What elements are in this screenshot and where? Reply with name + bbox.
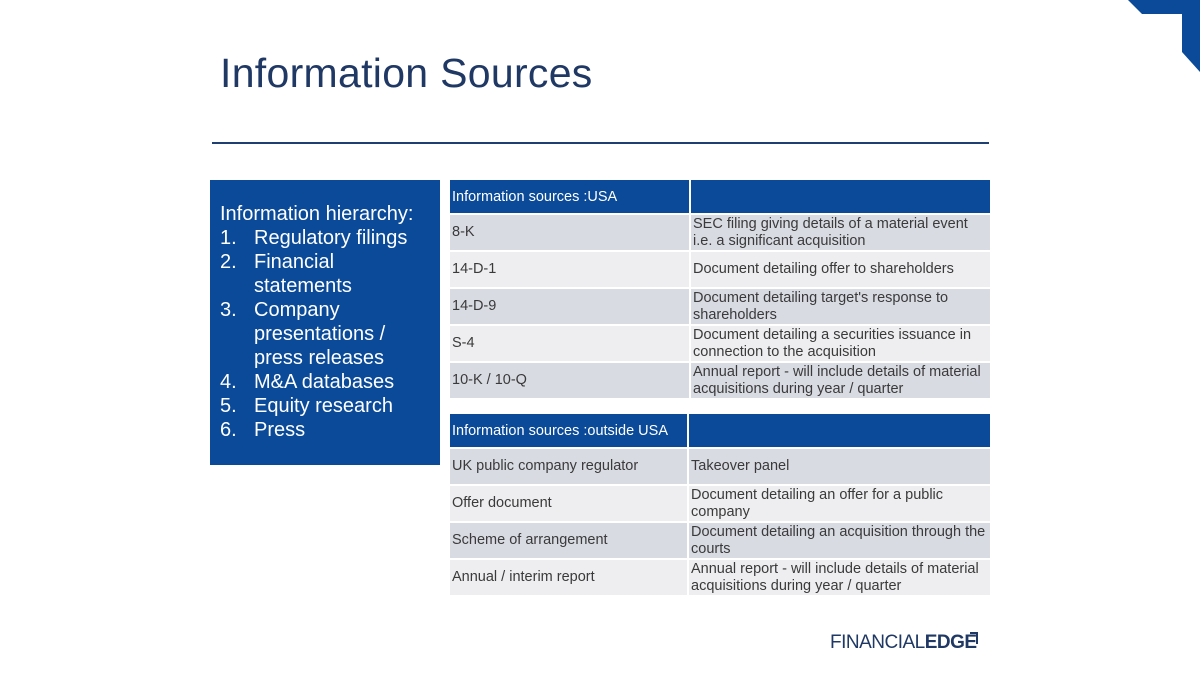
hierarchy-item	[220, 226, 434, 250]
hierarchy-item-number: 4.	[220, 371, 237, 393]
description-cell: Document detailing an acquisition through the courts	[687, 523, 990, 560]
outside-usa-sources-table	[450, 414, 990, 597]
hierarchy-item	[220, 370, 434, 394]
title-divider	[212, 142, 989, 144]
source-cell: S-4	[450, 326, 689, 363]
hierarchy-item-text: Financial statements	[254, 251, 352, 297]
table-row	[450, 486, 990, 523]
source-cell: Annual / interim report	[450, 560, 687, 597]
source-cell: 10-K / 10-Q	[450, 363, 689, 400]
description-cell: Takeover panel	[687, 449, 990, 486]
hierarchy-item-text: Regulatory filings	[254, 227, 408, 249]
table-row	[450, 560, 990, 597]
usa-sources-table	[450, 180, 990, 400]
logo-text-edge: EDGE	[924, 632, 977, 653]
outside-table-header: Information sources :outside USA	[450, 414, 687, 449]
table-row	[450, 523, 990, 560]
source-cell: Offer document	[450, 486, 687, 523]
table-row	[450, 215, 990, 252]
description-cell: SEC filing giving details of a material event i.e. a significant acquisition	[689, 215, 990, 252]
hierarchy-item	[220, 418, 434, 442]
table-row	[450, 326, 990, 363]
table-row	[450, 252, 990, 289]
hierarchy-item-number: 2.	[220, 251, 237, 273]
hierarchy-item-text: M&A databases	[254, 371, 395, 393]
corner-decoration	[1120, 0, 1200, 80]
information-hierarchy-box	[210, 180, 440, 465]
hierarchy-item-text: Press	[254, 419, 306, 441]
hierarchy-item-number: 5.	[220, 395, 237, 417]
hierarchy-item-text: Company presentations / press releases	[254, 299, 386, 369]
hierarchy-title: Information hierarchy:	[220, 203, 414, 225]
hierarchy-item	[220, 250, 434, 298]
usa-table-header: Information sources :USA	[450, 180, 689, 215]
table-header-blank	[687, 414, 990, 449]
table-row	[450, 449, 990, 486]
logo-bracket-icon	[969, 631, 979, 645]
description-cell: Annual report - will include details of material acquisitions during year / quarter	[689, 363, 990, 400]
source-cell: Scheme of arrangement	[450, 523, 687, 560]
description-cell: Document detailing offer to shareholders	[689, 252, 990, 289]
table-row	[450, 289, 990, 326]
description-cell: Document detailing a securities issuance in connection to the acquisition	[689, 326, 990, 363]
description-cell: Annual report - will include details of material acquisitions during year / quarter	[687, 560, 990, 597]
description-cell: Document detailing target's response to shareholders	[689, 289, 990, 326]
hierarchy-item-text: Equity research	[254, 395, 393, 417]
hierarchy-list	[220, 226, 434, 442]
logo-text-financial: FINANCIAL	[830, 632, 925, 653]
source-cell: 8-K	[450, 215, 689, 252]
description-cell: Document detailing an offer for a public company	[687, 486, 990, 523]
table-header-row	[450, 414, 990, 449]
source-cell: UK public company regulator	[450, 449, 687, 486]
source-cell: 14-D-1	[450, 252, 689, 289]
table-header-blank	[689, 180, 990, 215]
source-cell: 14-D-9	[450, 289, 689, 326]
hierarchy-item-number: 6.	[220, 419, 237, 441]
table-header-row	[450, 180, 990, 215]
hierarchy-item-number: 3.	[220, 299, 237, 321]
financial-edge-logo	[830, 632, 977, 654]
page-title: Information Sources	[220, 50, 593, 96]
table-row	[450, 363, 990, 400]
hierarchy-item	[220, 298, 434, 370]
hierarchy-item-number: 1.	[220, 227, 237, 249]
hierarchy-item	[220, 394, 434, 418]
